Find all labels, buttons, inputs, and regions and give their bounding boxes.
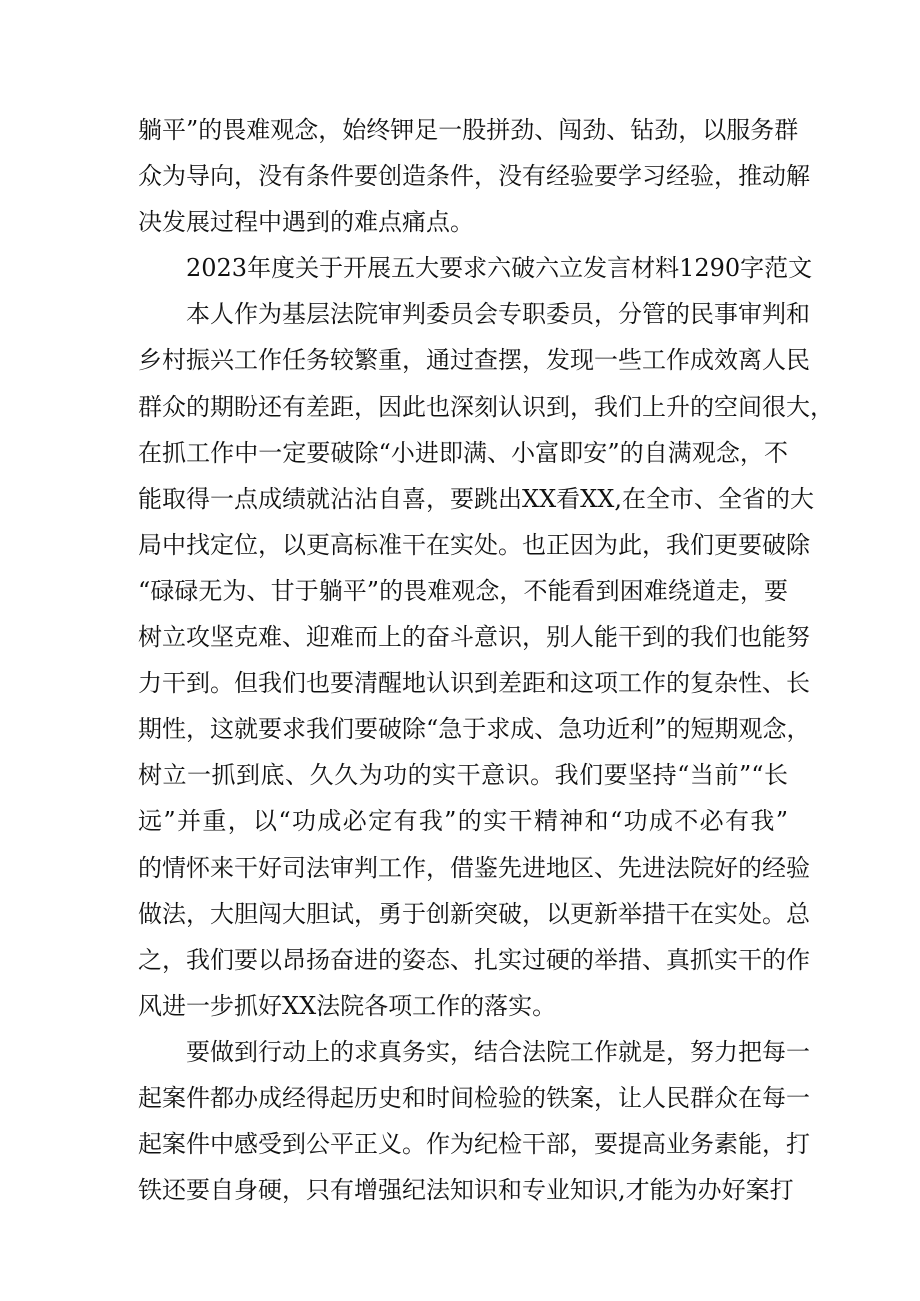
text-line: 铁还要自身硬，只有增强纪法知识和专业知识,才能为办好案打 — [138, 1176, 794, 1205]
text-line: 在抓工作中一定要破除“小进即满、小富即安”的自满观念，不 — [138, 438, 788, 467]
text-line: 的情怀来干好司法审判工作，借鉴先进地区、先进法院好的经验 — [138, 853, 810, 882]
text-line: 乡村振兴工作任务较繁重，通过查摆，发现一些工作成效离人民 — [138, 346, 810, 375]
text-line: 群众的期盼还有差距，因此也深刻认识到，我们上升的空间很大， — [138, 392, 834, 421]
text-line: 树立攻坚克难、迎难而上的奋斗意识，别人能干到的我们也能努 — [138, 623, 810, 652]
text-line: 躺平”的畏难观念，始终钾足一股拼劲、闯劲、钻劲，以服务群 — [138, 116, 799, 144]
text-line: 远”并重，以“功成必定有我”的实干精神和“功成不必有我” — [138, 807, 788, 836]
document-page — [138, 107, 834, 1213]
text-line: 决发展过程中遇到的难点痛点。 — [138, 208, 474, 237]
text-line: 风进一步抓好XX法院各项工作的落实。 — [138, 991, 557, 1020]
text-line: 要做到行动上的求真务实，结合法院工作就是，努力把每一 — [186, 1037, 810, 1066]
text-line: 力干到。但我们也要清醒地认识到差距和这项工作的复杂性、长 — [138, 669, 810, 698]
paragraph-closing — [138, 1029, 810, 1213]
paragraph-main — [138, 291, 834, 1029]
title-line: 2023年度关于开展五大要求六破六立发言材料1290字范文 — [186, 254, 813, 283]
text-line: 做法，大胆闯大胆试，勇于创新突破，以更新举措干在实处。总 — [138, 899, 810, 928]
text-line: 树立一抓到底、久久为功的实干意识。我们要坚持“当前”“长 — [138, 761, 788, 790]
text-line: 期性，这就要求我们要破除“急于求成、急功近利”的短期观念， — [138, 715, 811, 744]
section-title — [138, 245, 813, 291]
paragraph-continuation — [138, 107, 810, 245]
text-line: 本人作为基层法院审判委员会专职委员，分管的民事审判和 — [186, 300, 810, 329]
text-line: 局中找定位，以更高标准干在实处。也正因为此，我们更要破除 — [138, 530, 810, 559]
text-line: “碌碌无为、甘于躺平”的畏难观念，不能看到困难绕道走，要 — [138, 576, 788, 605]
text-line: 起案件中感受到公平正义。作为纪检干部，要提高业务素能，打 — [138, 1130, 810, 1159]
text-line: 能取得一点成绩就沾沾自喜，要跳出XX看XX,在全市、全省的大 — [138, 484, 814, 513]
text-line: 众为导向，没有条件要创造条件，没有经验要学习经验，推动解 — [138, 162, 810, 191]
text-line: 起案件都办成经得起历史和时间检验的铁案，让人民群众在每一 — [138, 1083, 810, 1112]
text-line: 之，我们要以昂扬奋进的姿态、扎实过硬的举措、真抓实干的作 — [138, 945, 810, 974]
